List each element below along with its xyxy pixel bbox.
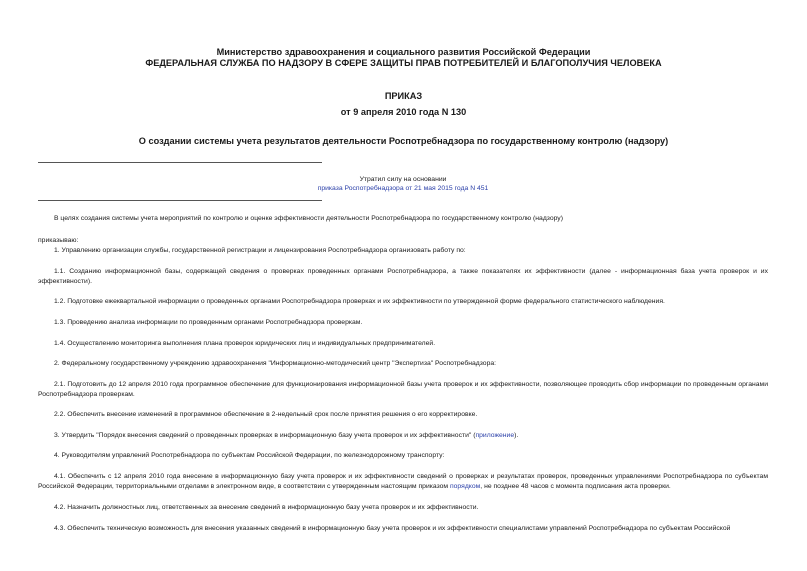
paragraph-4-1-text: 4.1. Обеспечить с 12 апреля 2010 года внесение в информационную базу учета проверок и их эффективности сведений о проверках и результатах проверок, проведенных управлениями Роспотребнадзора по субъектам Российской Федерации, территориальными отделами в электронном виде, в соответствии с утвержденным настоящим приказом bbox=[38, 473, 768, 490]
paragraph-4-3: 4.3. Обеспечить техническую возможность для внесения указанных сведений в информационную базу учета проверок и их эффективности специалистами управлений Роспотребнадзора по субъектам Российской bbox=[54, 525, 731, 532]
paragraph-4-1 bbox=[38, 472, 768, 492]
paragraph-3 bbox=[38, 431, 768, 441]
paragraph-2: 2. Федеральному государственному учреждению здравоохранения "Информационно-методический центр "Экспертиза" Роспотребнадзора: bbox=[54, 360, 497, 367]
repeal-order-link[interactable]: приказа Роспотребнадзора от 21 мая 2015 года N 451 bbox=[317, 185, 489, 192]
document-title: О создании системы учета результатов деятельности Роспотребнадзора по государственному контролю (надзору) bbox=[138, 136, 669, 146]
document-type: ПРИКАЗ bbox=[384, 91, 423, 101]
service-title: ФЕДЕРАЛЬНАЯ СЛУЖБА ПО НАДЗОРУ В СФЕРЕ ЗАЩИТЫ ПРАВ ПОТРЕБИТЕЛЕЙ И БЛАГОПОЛУЧИЯ ЧЕЛОВЕКА bbox=[145, 58, 662, 68]
paragraph-1-1: 1.1. Созданию информационной базы, содержащей сведения о проверках проведенных органами Роспотребнадзора, а также показателях их эффективности (далее - информационная база учета проверок и их эффективности). bbox=[38, 268, 768, 285]
appendix-link[interactable]: приложение bbox=[475, 432, 515, 439]
procedure-link[interactable]: порядком bbox=[449, 483, 481, 490]
paragraph-3-end: ). bbox=[514, 432, 519, 439]
paragraph-1-2: 1.2. Подготовке ежеквартальной информации о проведенных органами Роспотребнадзора проверках и их эффективности по утвержденной форме федерального статистического наблюдения. bbox=[54, 298, 665, 305]
ministry-title: Министерство здравоохранения и социального развития Российской Федерации bbox=[216, 47, 591, 57]
paragraph-1: 1. Управлению организации службы, государственной регистрации и лицензирования Роспотребнадзора организовать работу по: bbox=[54, 247, 466, 254]
status-note-text: Утратил силу на основании bbox=[359, 176, 447, 183]
paragraph-1-3: 1.3. Проведению анализа информации по проведенным органами Роспотребнадзора проверкам. bbox=[54, 319, 363, 326]
paragraph-4-2: 4.2. Назначить должностных лиц, ответственных за внесение сведений в информационную базу учета проверок и их эффективности. bbox=[54, 504, 479, 511]
paragraph-2-2: 2.2. Обеспечить внесение изменений в программное обеспечение в 2-недельный срок после принятия решения о его корректировке. bbox=[54, 411, 478, 418]
paragraph-3-text: 3. Утвердить "Порядок внесения сведений о проведенных проверках в информационную базу учета проверок и их эффективности" ( bbox=[54, 432, 476, 439]
paragraph-2-1: 2.1. Подготовить до 12 апреля 2010 года программное обеспечение для функционирования информационной базы учета проверок и их эффективности, позволяющее проводить сбор информации по проведенным органами Роспотребнадзора проверкам. bbox=[38, 381, 768, 398]
preamble: В целях создания системы учета мероприятий по контролю и оценке эффективности деятельности Роспотребнадзора по государственному контролю (надзору) bbox=[54, 215, 563, 222]
document-date-number: от 9 апреля 2010 года N 130 bbox=[340, 107, 467, 117]
paragraph-4: 4. Руководителям управлений Роспотребнадзора по субъектам Российской Федерации, по железнодорожному транспорту: bbox=[54, 452, 445, 459]
paragraph-4-1-end: , не позднее 48 часов с момента подписания акта проверки. bbox=[480, 483, 671, 490]
divider-bottom bbox=[38, 200, 322, 201]
divider-top bbox=[38, 162, 322, 163]
order-word: приказываю: bbox=[38, 237, 79, 244]
paragraph-1-4: 1.4. Осуществлению мониторинга выполнения плана проверок юридических лиц и индивидуальных предпринимателей. bbox=[54, 340, 436, 347]
